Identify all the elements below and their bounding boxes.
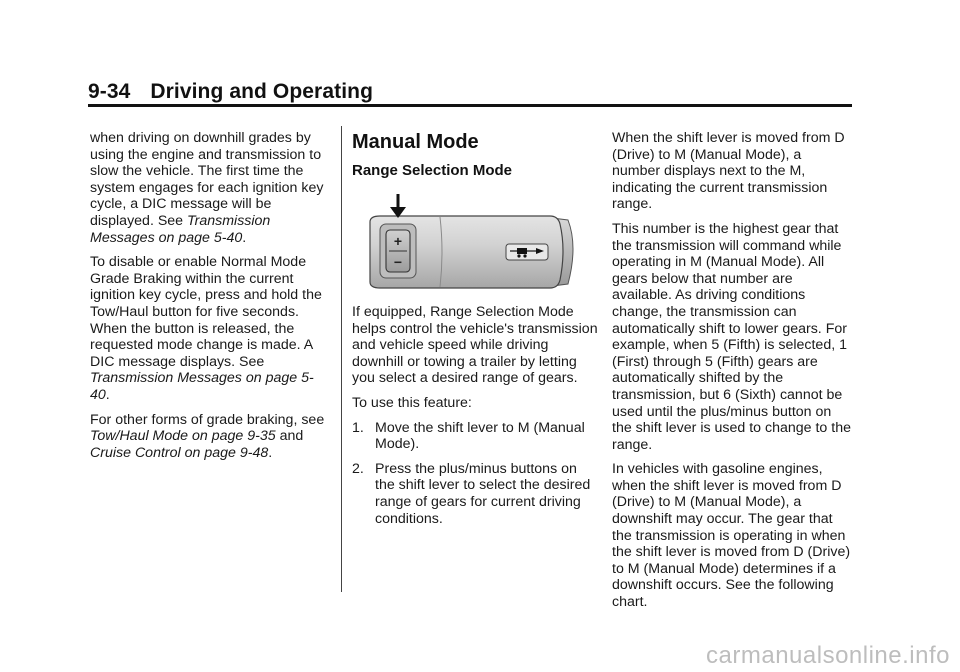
- paragraph-highest-gear: This number is the highest gear that the transmission will command while operating in M (Manual Mode). All gears below that number are available. As driving conditions change, the transmission can automatically shift to lower gears. For example, when 5 (Fifth) is selected, 1 (First) through 5 (Fifth) gears are automatically shifted by the transmission, but 6 (Sixth) cannot be used until the plus/minus button on the shift lever is used to change to the range.: [612, 220, 851, 453]
- section-title: Driving and Operating: [150, 80, 373, 103]
- list-item: [352, 461, 598, 527]
- column-left: [90, 130, 332, 469]
- page-number: 9-34: [88, 80, 131, 103]
- shift-lever-figure: [352, 194, 588, 294]
- step-number: 2.: [352, 460, 364, 477]
- list-item: [352, 420, 598, 453]
- paragraph-shift-to-manual: When the shift lever is moved from D (Drive) to M (Manual Mode), a number displays next to the M, indicating the current transmission range.: [612, 130, 845, 213]
- paragraph-to-use: To use this feature:: [352, 394, 472, 411]
- paragraph-range-selection-intro: If equipped, Range Selection Mode helps control the vehicle's transmission and vehicle speed while driving downhill or towing a trailer by letting you select a desired range of gears.: [352, 304, 598, 387]
- page-header: [88, 80, 373, 104]
- link-transmission-messages-2[interactable]: Transmission Messages on page 5-40: [90, 370, 314, 403]
- subheading-range-selection: Range Selection Mode: [352, 162, 513, 179]
- paragraph-gasoline-downshift: In vehicles with gasoline engines, when the shift lever is moved from D (Drive) to M (Manual Mode), a downshift may occur. The gear that the transmission is operating in when the shift lever is moved from D (Drive) to M (Manual Mode) determines if a downshift occurs. See the following chart.: [612, 461, 851, 611]
- step-number: 1.: [352, 419, 364, 436]
- heading-manual-mode: Manual Mode: [352, 131, 479, 153]
- header-rule: [88, 104, 852, 107]
- link-cruise-control[interactable]: Cruise Control on page 9-48: [90, 444, 269, 461]
- column-divider: [341, 126, 342, 592]
- watermark: carmanualsonline.info: [706, 642, 950, 669]
- minus-symbol: −: [393, 254, 403, 270]
- steps-list: [352, 420, 598, 528]
- link-tow-haul-mode[interactable]: Tow/Haul Mode on page 9-35: [90, 428, 276, 445]
- column-middle: [352, 130, 598, 535]
- paragraph-grade-braking: when driving on downhill grades by using the engine and transmission to slow the vehicle. The first time the system engages for each ignition key cycle, a DIC message will be displayed. See Transmission Messages on page 5-40.: [90, 130, 324, 246]
- paragraph-other-grade-braking: For other forms of grade braking, see Tow/Haul Mode on page 9-35 and Cruise Control on page 9-48.: [90, 411, 325, 461]
- column-right: [612, 130, 852, 619]
- step-text: Press the plus/minus buttons on the shift lever to select the desired range of gears for current driving conditions.: [375, 460, 591, 527]
- step-text: Move the shift lever to M (Manual Mode).: [375, 419, 585, 453]
- link-transmission-messages[interactable]: Transmission Messages on page 5-40: [90, 212, 271, 246]
- plus-symbol: +: [393, 233, 403, 249]
- shift-lever-illustration: [352, 194, 588, 294]
- paragraph-disable-grade-braking: To disable or enable Normal Mode Grade Braking within the current ignition key cycle, press and hold the Tow/Haul button for five seconds. When the button is released, the requested mode change is made. A DIC message displays. See Transmission Messages on page 5-40.: [90, 254, 322, 403]
